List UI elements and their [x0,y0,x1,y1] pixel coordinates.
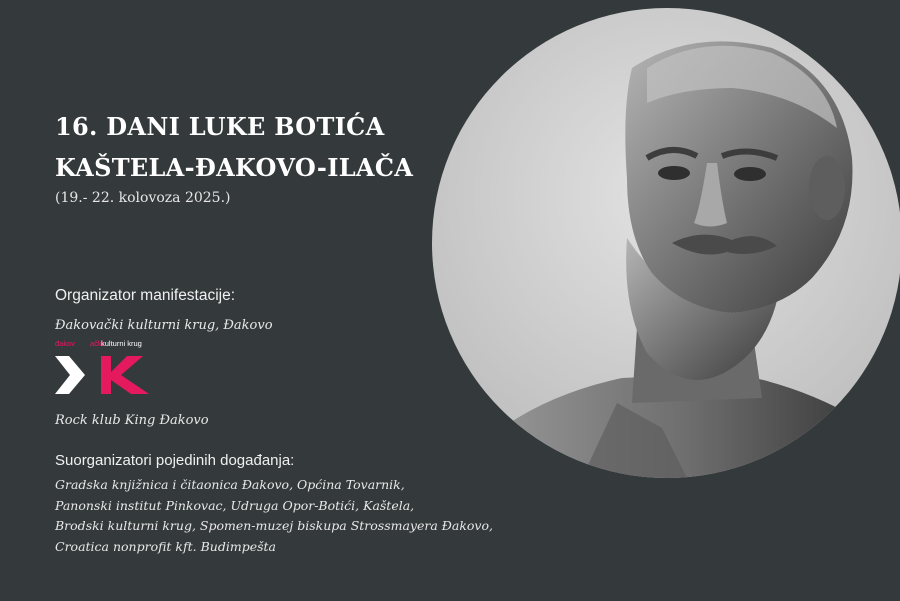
logo-text-part3: kulturni krug [101,339,142,348]
logo-text-part1: đakov [55,339,76,348]
coorganizer-line: Panonski institut Pinkovac, Udruga Opor-Botići, Kaštela, [55,497,415,513]
bust-sculpture-icon [432,8,900,478]
bust-portrait [432,8,900,478]
organizer-name: Đakovački kulturni krug, Đakovo [55,318,273,333]
coorganizers-list [55,475,493,557]
organizer-logo [55,340,155,400]
coorganizers-label: Suorganizatori pojedinih događanja: [55,452,295,469]
organizer-label: Organizator manifestacije: [55,287,236,304]
coorganizer-line: Brodski kulturni krug, Spomen-muzej biskupa Strossmayera Đakovo, [55,518,493,533]
kk-logo-mark-icon [55,350,155,400]
logo-text-part2: ački [90,339,104,348]
partner-name: Rock klub King Đakovo [55,413,209,428]
coorganizer-line: Gradska knjižnica i čitaonica Đakovo, Općina Tovarnik, [55,477,405,492]
event-dates: (19.- 22. kolovoza 2025.) [55,190,231,206]
coorganizer-line: Croatica nonprofit kft. Budimpešta [55,538,276,554]
event-title-line1: 16. DANI LUKE BOTIĆA [55,112,385,141]
event-title-line2: KAŠTELA-ĐAKOVO-ILAČA [55,153,414,182]
